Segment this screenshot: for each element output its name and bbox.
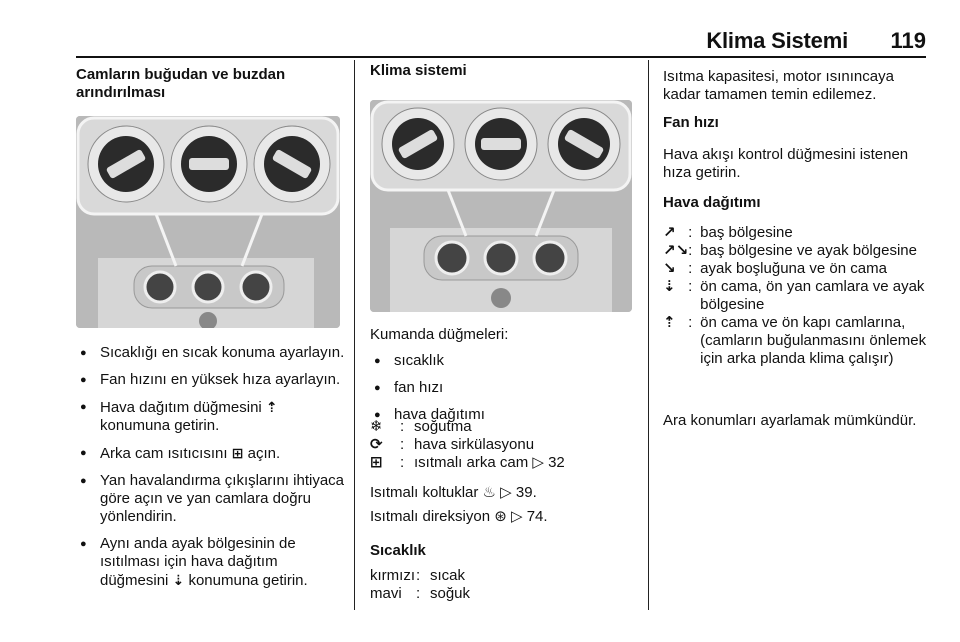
windscreen-footwell-icon: ⇣ bbox=[663, 278, 676, 295]
recirculation-icon: ⟳ bbox=[370, 436, 383, 453]
head-level-icon: ↗ bbox=[663, 224, 676, 241]
section-title: Klima sistemi bbox=[370, 62, 467, 79]
air-distribution-list bbox=[663, 224, 931, 368]
list-item: ● fan hızı bbox=[372, 379, 634, 397]
heated-wheel-line: Isıtmalı direksiyon ⊛ ▷ 74. bbox=[370, 508, 548, 525]
header-rule bbox=[76, 56, 926, 58]
list-item: ● sıcaklık bbox=[372, 352, 634, 370]
table-row: ↗↘ : baş bölgesine ve ayak bölgesine bbox=[663, 242, 917, 259]
intermediate-positions-note: Ara konumları ayarlamak mümkündür. bbox=[663, 412, 917, 429]
defrost-heading: Camların buğudan ve buzdan arındırılması bbox=[76, 66, 286, 101]
fan-speed-text: Hava akışı kontrol düğmesini istenen hıza getirin. bbox=[663, 146, 909, 181]
page-reference[interactable]: 39. bbox=[515, 484, 537, 501]
heated-steering-wheel-icon: ⊛ bbox=[494, 508, 507, 525]
table-row: ↗ : baş bölgesine bbox=[663, 224, 793, 241]
rear-window-heater-icon: ⊞ bbox=[370, 454, 383, 471]
temperature-heading: Sıcaklık bbox=[370, 542, 426, 559]
list-item: ● Hava dağıtım düğmesini ⇡ konumuna getirin. bbox=[78, 398, 350, 435]
list-item: ● hava dağıtımı bbox=[372, 406, 634, 424]
snowflake-icon: ❄ bbox=[370, 418, 383, 435]
rear-window-heater-icon: ⊞ bbox=[231, 445, 244, 461]
list-item: ● Arka cam ısıtıcısını ⊞ açın. bbox=[78, 444, 350, 463]
page-reference[interactable]: 74. bbox=[526, 508, 548, 525]
column-divider bbox=[648, 60, 649, 610]
windscreen-defrost-icon: ⇡ bbox=[663, 314, 676, 331]
defrost-controls-illustration bbox=[76, 116, 340, 328]
temperature-legend bbox=[370, 567, 634, 603]
air-distribution-heading: Hava dağıtımı bbox=[663, 194, 761, 211]
page-reference-arrow-icon: ▷ bbox=[532, 454, 544, 471]
page-reference[interactable]: 32 bbox=[548, 454, 565, 471]
heated-seat-icon: ♨ bbox=[482, 484, 496, 501]
heating-capacity-note: Isıtma kapasitesi, motor ısınıncaya kadar tamamen temin edilemez. bbox=[663, 68, 894, 103]
page-reference-arrow-icon: ▷ bbox=[500, 484, 512, 501]
footwell-icon: ↘ bbox=[663, 260, 676, 277]
defrost-steps-list bbox=[78, 344, 350, 599]
list-item: ● Yan havalandırma çıkışlarını ihtiyaca göre açın ve yan camlara doğru yönlendirin. bbox=[78, 472, 350, 526]
column-divider bbox=[354, 60, 355, 610]
symbol-list bbox=[370, 418, 634, 472]
list-item: ● Aynı anda ayak bölgesinin de ısıtılması için hava dağıtım düğmesini ⇣ konumuna getirin. bbox=[78, 535, 350, 590]
table-row: ↘ : ayak boşluğuna ve ön cama bbox=[663, 260, 887, 277]
table-row: ⊞ : ısıtmalı arka cam ▷ 32 bbox=[370, 454, 565, 471]
table-row: ❄ : soğutma bbox=[370, 418, 472, 435]
list-item: ● Fan hızını en yüksek hıza ayarlayın. bbox=[78, 371, 350, 389]
page-reference-arrow-icon: ▷ bbox=[510, 508, 523, 525]
table-row: ⟳ : hava sirkülasyonu bbox=[370, 436, 535, 453]
table-row: kırmızı : sıcak bbox=[370, 567, 466, 584]
table-row: mavi : soğuk bbox=[370, 585, 471, 602]
head-and-foot-icon: ↗↘ bbox=[663, 242, 689, 259]
fan-speed-heading: Fan hızı bbox=[663, 114, 719, 131]
table-row: ⇡ : ön cama ve ön kapı camlarına, (camların buğulanmasını önlemek için arka planda klima çalışır) bbox=[663, 314, 927, 367]
heated-seats-line: Isıtmalı koltuklar ♨ ▷ 39. bbox=[370, 484, 537, 501]
page-number: 119 bbox=[890, 28, 926, 53]
page-header-title: Klima Sistemi bbox=[706, 28, 848, 53]
windscreen-defrost-icon: ⇡ bbox=[265, 399, 278, 415]
windscreen-footwell-icon: ⇣ bbox=[172, 572, 185, 588]
table-row: ⇣ : ön cama, ön yan camlara ve ayak bölgesine bbox=[663, 278, 925, 313]
controls-intro: Kumanda düğmeleri: bbox=[370, 326, 509, 343]
list-item: ● Sıcaklığı en sıcak konuma ayarlayın. bbox=[78, 344, 350, 362]
climate-controls-illustration bbox=[370, 100, 632, 312]
